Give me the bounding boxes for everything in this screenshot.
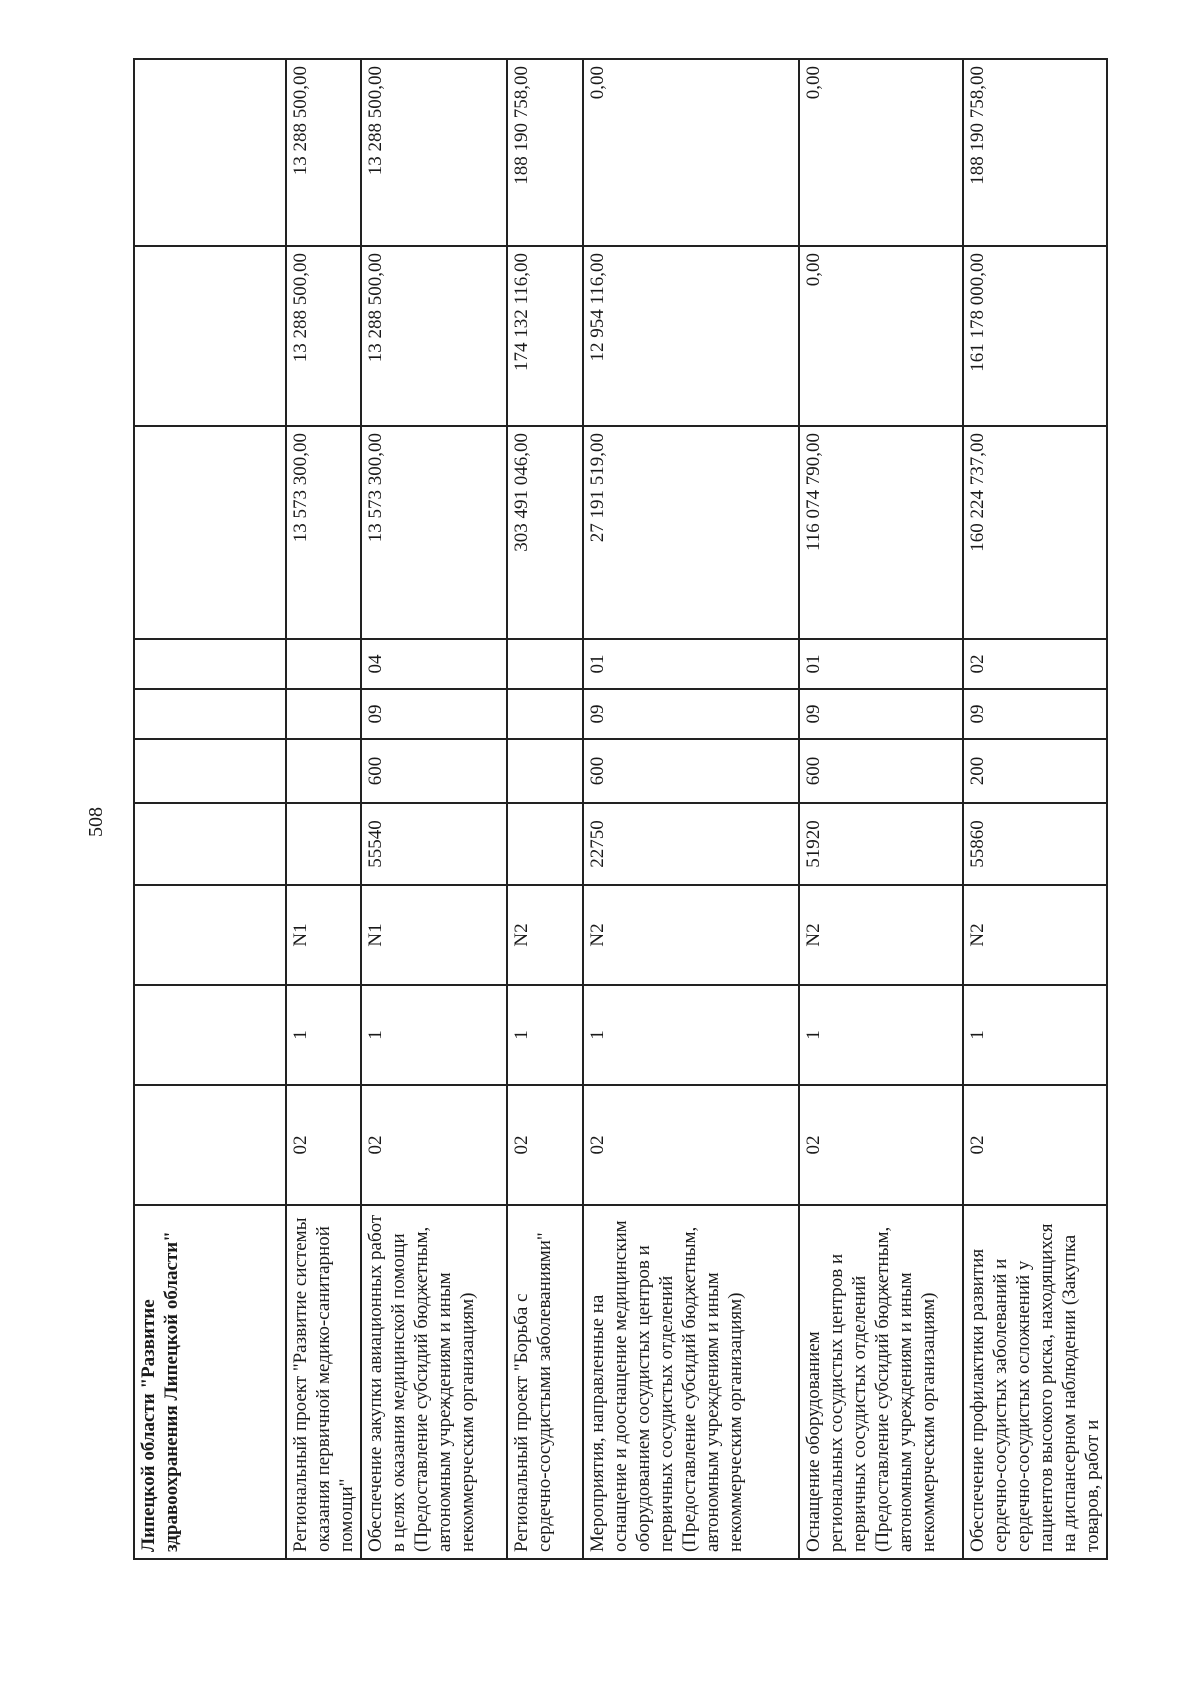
- code-program: 02: [799, 1085, 963, 1205]
- row-name: Обеспечение профилактики развития сердечно-сосудистых заболеваний и сердечно-сосудистых осложнений у пациентов высокого риска, находящихся на диспансерном наблюдении (Закупка товаров, работ и: [963, 1205, 1107, 1559]
- code-subprogram: 1: [963, 985, 1107, 1085]
- code-subsection: 02: [963, 639, 1107, 689]
- code-section: [507, 689, 583, 739]
- table-row: [361, 59, 507, 1559]
- code-subsection: [134, 639, 286, 689]
- table-row: [134, 59, 286, 1559]
- code-program: 02: [361, 1085, 507, 1205]
- budget-table: [133, 58, 1108, 1560]
- code-expense-type: 600: [799, 739, 963, 803]
- amount-year-1: 160 224 737,00: [963, 426, 1107, 639]
- code-program: 02: [583, 1085, 799, 1205]
- amount-year-1: 303 491 046,00: [507, 426, 583, 639]
- amount-year-3: [134, 59, 286, 246]
- code-direction: 51920: [799, 803, 963, 885]
- code-program: [134, 1085, 286, 1205]
- amount-year-2: 0,00: [799, 246, 963, 426]
- code-subsection: 04: [361, 639, 507, 689]
- amount-year-3: 188 190 758,00: [507, 59, 583, 246]
- amount-year-2: 12 954 116,00: [583, 246, 799, 426]
- code-subsection: [507, 639, 583, 689]
- code-section: 09: [361, 689, 507, 739]
- code-project: N2: [799, 885, 963, 985]
- code-expense-type: [134, 739, 286, 803]
- code-subsection: [286, 639, 361, 689]
- code-project: N1: [286, 885, 361, 985]
- code-subsection: 01: [583, 639, 799, 689]
- code-section: [286, 689, 361, 739]
- code-subprogram: [134, 985, 286, 1085]
- code-direction: 55540: [361, 803, 507, 885]
- amount-year-3: 188 190 758,00: [963, 59, 1107, 246]
- table-row: [583, 59, 799, 1559]
- code-project: N2: [583, 885, 799, 985]
- code-subprogram: 1: [583, 985, 799, 1085]
- code-section: [134, 689, 286, 739]
- row-name: Мероприятия, направленные на оснащение и дооснащение медицинским оборудованием сосудистых центров и первичных сосудистых отделений (Предоставление субсидий бюджетным, автономным учреждениям и иным некоммерческим организациям): [583, 1205, 799, 1559]
- amount-year-1: 13 573 300,00: [286, 426, 361, 639]
- amount-year-3: 0,00: [583, 59, 799, 246]
- amount-year-1: 27 191 519,00: [583, 426, 799, 639]
- table-row: [799, 59, 963, 1559]
- amount-year-3: 0,00: [799, 59, 963, 246]
- code-expense-type: 600: [361, 739, 507, 803]
- code-section: 09: [963, 689, 1107, 739]
- code-section: 09: [583, 689, 799, 739]
- code-direction: [507, 803, 583, 885]
- rotated-page-content: [133, 60, 1103, 1560]
- row-name: Региональный проект "Развитие системы оказания первичной медико-санитарной помощи": [286, 1205, 361, 1559]
- amount-year-2: 13 288 500,00: [361, 246, 507, 426]
- table-row: [507, 59, 583, 1559]
- amount-year-2: 161 178 000,00: [963, 246, 1107, 426]
- amount-year-2: 13 288 500,00: [286, 246, 361, 426]
- row-name: Липецкой области "Развитие здравоохранения Липецкой области": [134, 1205, 286, 1559]
- code-section: 09: [799, 689, 963, 739]
- code-expense-type: 600: [583, 739, 799, 803]
- amount-year-3: 13 288 500,00: [361, 59, 507, 246]
- table-row: [286, 59, 361, 1559]
- code-direction: [286, 803, 361, 885]
- code-project: N2: [507, 885, 583, 985]
- code-direction: 22750: [583, 803, 799, 885]
- amount-year-3: 13 288 500,00: [286, 59, 361, 246]
- amount-year-1: 116 074 790,00: [799, 426, 963, 639]
- code-subprogram: 1: [799, 985, 963, 1085]
- code-program: 02: [507, 1085, 583, 1205]
- code-direction: 55860: [963, 803, 1107, 885]
- row-name: Оснащение оборудованием региональных сосудистых центров и первичных сосудистых отделений (Предоставление субсидий бюджетным, автономным учреждениям и иным некоммерческим организациям): [799, 1205, 963, 1559]
- code-project: N2: [963, 885, 1107, 985]
- code-project: N1: [361, 885, 507, 985]
- page-number: 508: [85, 807, 107, 837]
- amount-year-2: 174 132 116,00: [507, 246, 583, 426]
- code-subsection: 01: [799, 639, 963, 689]
- row-name: Обеспечение закупки авиационных работ в целях оказания медицинской помощи (Предоставление субсидий бюджетным, автономным учреждениям и иным некоммерческим организациям): [361, 1205, 507, 1559]
- code-subprogram: 1: [286, 985, 361, 1085]
- code-project: [134, 885, 286, 985]
- code-program: 02: [286, 1085, 361, 1205]
- code-subprogram: 1: [361, 985, 507, 1085]
- amount-year-1: 13 573 300,00: [361, 426, 507, 639]
- code-direction: [134, 803, 286, 885]
- amount-year-2: [134, 246, 286, 426]
- row-name: Региональный проект "Борьба с сердечно-сосудистыми заболеваниями": [507, 1205, 583, 1559]
- table-row: [963, 59, 1107, 1559]
- code-program: 02: [963, 1085, 1107, 1205]
- code-expense-type: [507, 739, 583, 803]
- amount-year-1: [134, 426, 286, 639]
- code-expense-type: 200: [963, 739, 1107, 803]
- code-expense-type: [286, 739, 361, 803]
- code-subprogram: 1: [507, 985, 583, 1085]
